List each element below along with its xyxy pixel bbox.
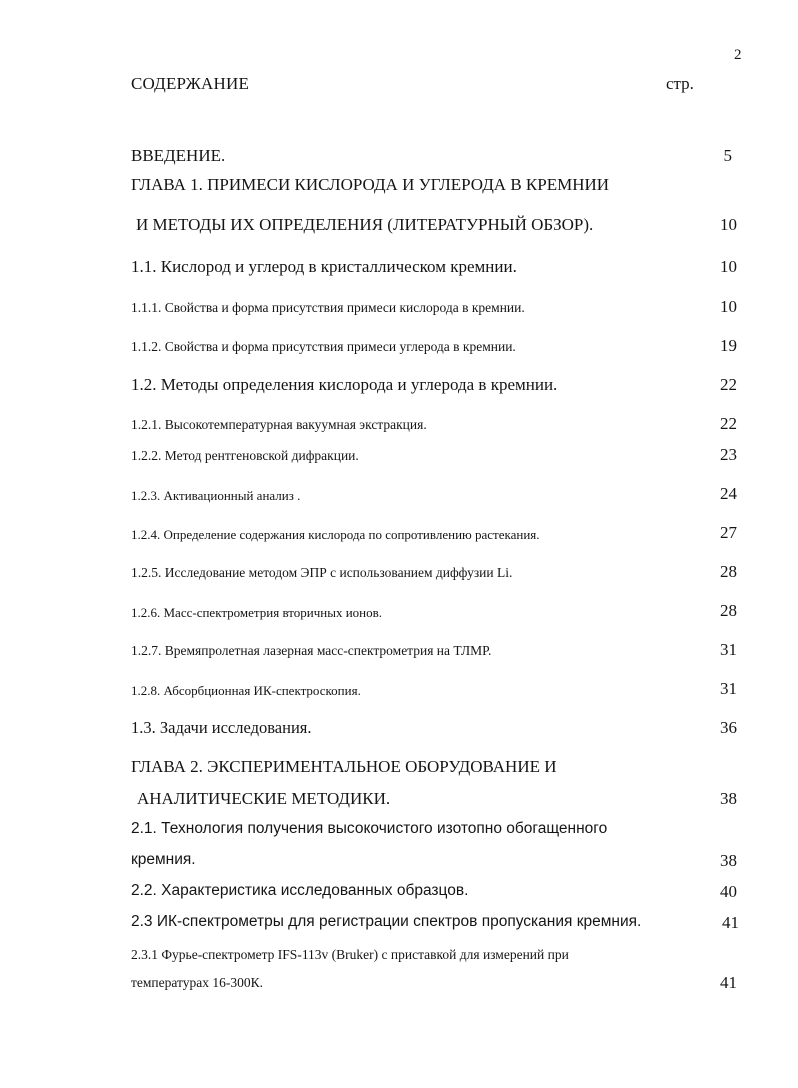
toc-entry-page: 19 bbox=[720, 336, 737, 355]
toc-entry-text: 1.2.8. Абсорбционная ИК-спектроскопия. bbox=[131, 683, 361, 698]
toc-entry-page: 23 bbox=[720, 445, 737, 464]
toc-entry-text: ВВЕДЕНИЕ. bbox=[131, 146, 226, 165]
toc-entry-text: 1.1.2. Свойства и форма присутствия примеси углерода в кремнии. bbox=[131, 339, 516, 354]
toc-entry-text: 2.1. Технология получения высокочистого изотопно обогащенного bbox=[131, 820, 608, 837]
toc-entry-text: 2.3 ИК-спектрометры для регистрации спектров пропускания кремния. bbox=[131, 913, 642, 930]
toc-entry-text: 1.2.2. Метод рентгеновской дифракции. bbox=[131, 448, 359, 463]
toc-entry-text: 1.2.3. Активационный анализ . bbox=[131, 488, 301, 503]
page-column-label: стр. bbox=[666, 74, 694, 93]
toc-entry-text: 1.2.6. Масс-спектрометрия вторичных ионов. bbox=[131, 605, 383, 620]
toc-entry-text: кремния. bbox=[131, 851, 196, 868]
toc-entry-text: ГЛАВА 1. ПРИМЕСИ КИСЛОРОДА И УГЛЕРОДА В КРЕМНИИ bbox=[131, 175, 610, 194]
toc-entry-page: 22 bbox=[720, 414, 737, 433]
toc-title: СОДЕРЖАНИЕ bbox=[131, 74, 250, 93]
toc-entry-page: 27 bbox=[720, 523, 737, 542]
toc-entry-text: 1.1.1. Свойства и форма присутствия примеси кислорода в кремнии. bbox=[131, 300, 525, 315]
toc-entry-text: 1.2.4. Определение содержания кислорода по сопротивлению растекания. bbox=[131, 527, 540, 542]
toc-entry-text: температурах 16-300К. bbox=[131, 975, 264, 990]
toc-entry-page: 31 bbox=[720, 640, 737, 659]
toc-entry-text: 1.2.7. Времяпролетная лазерная масс-спектрометрия на ТЛМР. bbox=[131, 643, 492, 658]
toc-entry-page: 22 bbox=[720, 375, 737, 394]
toc-entry-text: 2.3.1 Фурье-спектрометр IFS-113v (Bruker) с приставкой для измерений при bbox=[131, 947, 569, 962]
toc-entry-page: 31 bbox=[720, 679, 737, 698]
toc-entry-page: 28 bbox=[720, 601, 737, 620]
page-number: 2 bbox=[734, 47, 742, 63]
toc-entry-page: 41 bbox=[722, 913, 739, 932]
toc-entry-page: 38 bbox=[720, 789, 737, 808]
toc-entry-text: 1.2.5. Исследование методом ЭПР с использованием диффузии Li. bbox=[131, 565, 513, 580]
toc-entry-page: 41 bbox=[720, 973, 737, 992]
toc-entry-text: 1.2. Методы определения кислорода и углерода в кремнии. bbox=[131, 375, 558, 394]
toc-entry-page: 40 bbox=[720, 882, 737, 901]
toc-entry-text: 1.2.1. Высокотемпературная вакуумная экстракция. bbox=[131, 417, 427, 432]
toc-entry-page: 24 bbox=[720, 484, 737, 503]
toc-entry-page: 10 bbox=[720, 257, 737, 276]
toc-entry-text: 1.3. Задачи исследования. bbox=[131, 718, 312, 737]
toc-entry-text: И МЕТОДЫ ИХ ОПРЕДЕЛЕНИЯ (ЛИТЕРАТУРНЫЙ ОБЗОР). bbox=[136, 215, 594, 234]
toc-entry-page: 28 bbox=[720, 562, 737, 581]
toc-entry-text: ГЛАВА 2. ЭКСПЕРИМЕНТАЛЬНОЕ ОБОРУДОВАНИЕ И bbox=[131, 757, 557, 776]
toc-entry-page: 5 bbox=[723, 146, 732, 165]
toc-entry-text: АНАЛИТИЧЕСКИЕ МЕТОДИКИ. bbox=[137, 789, 391, 808]
toc-entry-text: 2.2. Характеристика исследованных образцов. bbox=[131, 882, 469, 899]
toc-entry-page: 10 bbox=[720, 297, 737, 316]
toc-entry-page: 36 bbox=[720, 718, 737, 737]
toc-entry-page: 38 bbox=[720, 851, 737, 870]
toc-entry-page: 10 bbox=[720, 215, 737, 234]
toc-entry-text: 1.1. Кислород и углерод в кристаллическом кремнии. bbox=[131, 257, 517, 276]
